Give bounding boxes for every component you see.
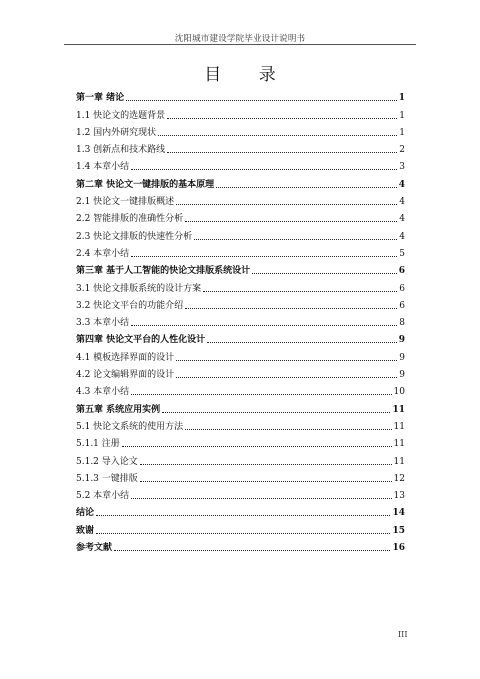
- toc-entry-label: 1.3 创新点和技术路线: [76, 145, 166, 156]
- toc-entry-page: 5: [399, 248, 405, 259]
- toc-entry-page: 4: [398, 179, 405, 190]
- toc-entry-label: 2.3 快论文排版的快速性分析: [76, 231, 193, 242]
- toc-entry-page: 12: [393, 473, 405, 484]
- toc-entry-page: 4: [399, 197, 405, 208]
- toc-entry-label: 致谢: [76, 525, 95, 536]
- toc-entry-page: 11: [393, 456, 405, 467]
- toc-entry-label: 2.2 智能排版的准确性分析: [76, 214, 184, 225]
- toc-dot-leader: [252, 273, 397, 274]
- toc-entry-label: 第三章 基于人工智能的快论文排版系统设计: [76, 266, 251, 277]
- toc-entry-label: 3.2 快论文平台的功能介绍: [76, 300, 184, 311]
- toc-entry-page: 4: [399, 231, 405, 242]
- toc-chapter-entry[interactable]: [76, 536, 405, 553]
- toc-dot-leader: [96, 515, 390, 516]
- toc-title: 目 录: [204, 65, 292, 85]
- toc-chapter-entry[interactable]: [76, 259, 405, 276]
- toc-entry-label: 第一章 绪论: [76, 93, 125, 104]
- toc-chapter-entry[interactable]: [76, 397, 405, 414]
- page-number: III: [398, 630, 408, 639]
- toc-entry-label: 参考文献: [76, 543, 113, 554]
- toc-entry-label: 2.1 快论文一键排版概述: [76, 197, 175, 208]
- toc-dot-leader: [131, 394, 391, 395]
- toc-entry-page: 1: [399, 127, 405, 138]
- toc-dot-leader: [167, 152, 397, 153]
- toc-dot-leader: [185, 308, 397, 309]
- toc-entry-page: 2: [399, 145, 405, 156]
- toc-entry-page: 9: [398, 335, 405, 346]
- toc-entry-label: 5.2 本章小结: [76, 491, 130, 502]
- toc-entry-page: 4: [399, 214, 405, 225]
- toc-dot-leader: [176, 204, 397, 205]
- toc-section-entry[interactable]: [76, 103, 405, 120]
- toc-entry-page: 11: [393, 439, 405, 450]
- toc-dot-leader: [207, 342, 397, 343]
- toc-section-entry[interactable]: [76, 311, 405, 328]
- toc-dot-leader: [194, 239, 397, 240]
- header-rule: [64, 44, 416, 45]
- toc-dot-leader: [176, 377, 397, 378]
- page-header: 沈阳城市建设学院毕业设计说明书: [174, 34, 306, 44]
- toc-section-entry[interactable]: [76, 138, 405, 155]
- toc-entry-page: 1: [399, 110, 405, 121]
- toc-entry-label: 3.3 本章小结: [76, 318, 130, 329]
- toc-section-entry[interactable]: [76, 363, 405, 380]
- toc-entry-page: 13: [393, 491, 405, 502]
- toc-entry-page: 14: [392, 508, 405, 519]
- toc-entry-label: 1.1 快论文的选题背景: [76, 110, 166, 121]
- toc-section-entry[interactable]: [76, 207, 405, 224]
- toc-section-entry[interactable]: [76, 224, 405, 241]
- toc-chapter-entry[interactable]: [76, 518, 405, 535]
- toc-chapter-entry[interactable]: [76, 86, 405, 103]
- toc-entry-label: 5.1.3 一键排版: [76, 473, 138, 484]
- toc-section-entry[interactable]: [76, 467, 405, 484]
- toc-entry-page: 10: [393, 387, 405, 398]
- toc-entry-page: 11: [392, 404, 405, 415]
- toc-dot-leader: [131, 498, 391, 499]
- toc-dot-leader: [96, 533, 390, 534]
- toc-entry-label: 4.3 本章小结: [76, 387, 130, 398]
- toc-section-entry[interactable]: [76, 449, 405, 466]
- toc-chapter-entry[interactable]: [76, 501, 405, 518]
- toc-dot-leader: [131, 169, 397, 170]
- toc-section-entry[interactable]: [76, 276, 405, 293]
- toc-entry-label: 4.1 模板选择界面的设计: [76, 352, 175, 363]
- toc-entry-page: 16: [392, 543, 405, 554]
- toc-entry-page: 6: [399, 300, 405, 311]
- toc-dot-leader: [131, 256, 397, 257]
- toc-entry-label: 第二章 快论文一键排版的基本原理: [76, 179, 215, 190]
- toc-entry-page: 11: [393, 421, 405, 432]
- toc-section-entry[interactable]: [76, 345, 405, 362]
- toc-dot-leader: [203, 291, 397, 292]
- toc-entry-page: 6: [398, 266, 405, 277]
- toc-entry-page: 9: [399, 370, 405, 381]
- toc-section-entry[interactable]: [76, 121, 405, 138]
- toc-entry-label: 3.1 快论文排版系统的设计方案: [76, 283, 202, 294]
- toc-chapter-entry[interactable]: [76, 172, 405, 189]
- toc-section-entry[interactable]: [76, 155, 405, 172]
- toc-dot-leader: [131, 325, 397, 326]
- toc-entry-page: 8: [399, 318, 405, 329]
- toc-entry-page: 6: [399, 283, 405, 294]
- toc-entry-label: 1.4 本章小结: [76, 162, 130, 173]
- toc-section-entry[interactable]: [76, 294, 405, 311]
- toc-dot-leader: [216, 187, 397, 188]
- toc-entry-label: 2.4 本章小结: [76, 248, 130, 259]
- toc-entry-label: 第五章 系统应用实例: [76, 404, 161, 415]
- toc-dot-leader: [140, 464, 392, 465]
- toc-section-entry[interactable]: [76, 190, 405, 207]
- toc-section-entry[interactable]: [76, 484, 405, 501]
- toc-dot-leader: [167, 118, 397, 119]
- toc-dot-leader: [158, 135, 397, 136]
- toc-section-entry[interactable]: [76, 415, 405, 432]
- toc-entry-label: 5.1.2 导入论文: [76, 456, 138, 467]
- toc-entry-label: 1.2 国内外研究现状: [76, 127, 157, 138]
- toc-entry-label: 第四章 快论文平台的人性化设计: [76, 335, 206, 346]
- table-of-contents: [76, 86, 405, 553]
- toc-dot-leader: [185, 221, 397, 222]
- toc-entry-label: 结论: [76, 508, 95, 519]
- toc-section-entry[interactable]: [76, 380, 405, 397]
- toc-dot-leader: [162, 412, 390, 413]
- toc-dot-leader: [140, 481, 392, 482]
- toc-dot-leader: [185, 429, 391, 430]
- toc-dot-leader: [176, 360, 397, 361]
- toc-entry-page: 15: [392, 525, 405, 536]
- toc-entry-page: 1: [398, 93, 405, 104]
- toc-chapter-entry[interactable]: [76, 328, 405, 345]
- toc-entry-label: 5.1.1 注册: [76, 439, 120, 450]
- toc-entry-label: 5.1 快论文系统的使用方法: [76, 421, 184, 432]
- toc-entry-page: 3: [399, 162, 405, 173]
- toc-entry-label: 4.2 论文编辑界面的设计: [76, 370, 175, 381]
- toc-dot-leader: [122, 446, 392, 447]
- toc-section-entry[interactable]: [76, 242, 405, 259]
- toc-dot-leader: [126, 100, 397, 101]
- toc-entry-page: 9: [399, 352, 405, 363]
- toc-dot-leader: [114, 550, 390, 551]
- toc-section-entry[interactable]: [76, 432, 405, 449]
